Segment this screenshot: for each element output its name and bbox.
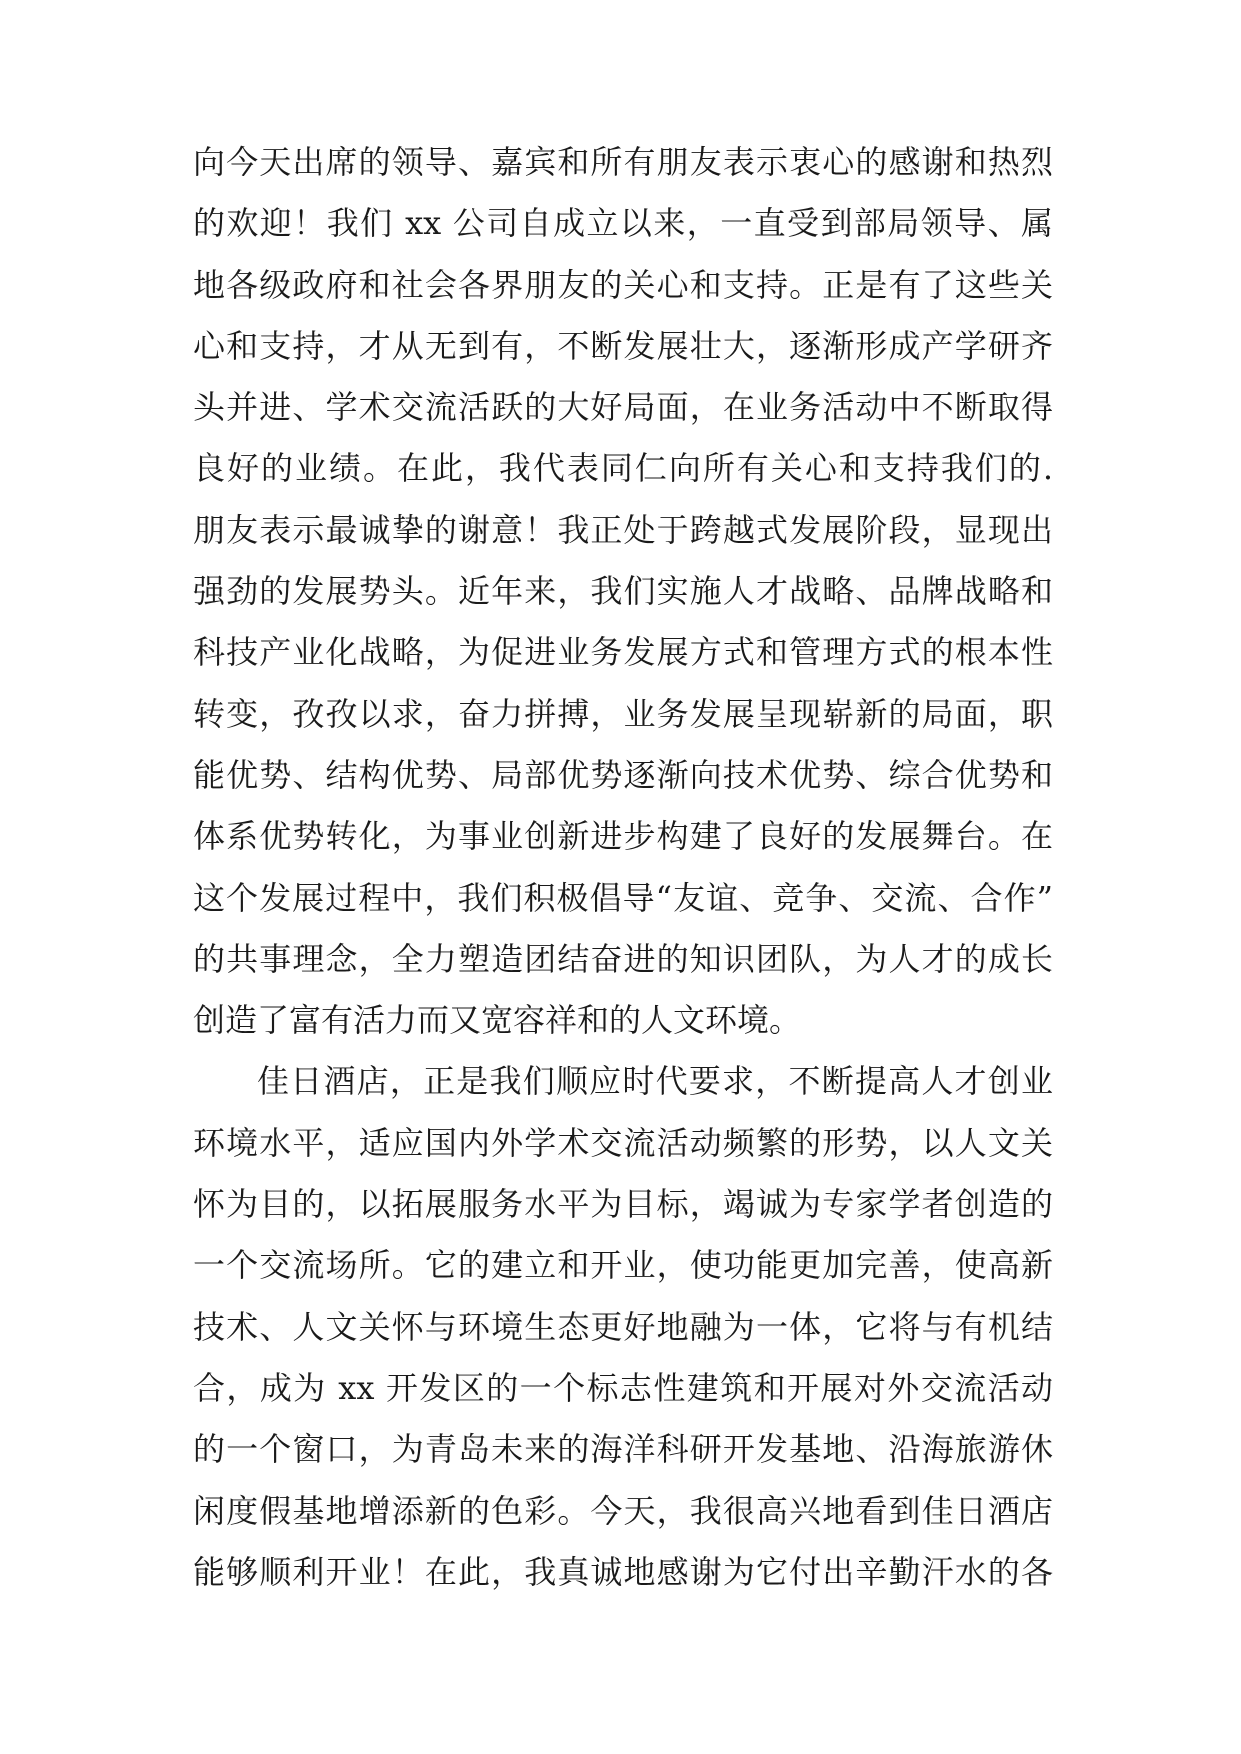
text-line: 能优势、结构优势、局部优势逐渐向技术优势、综合优势和 xyxy=(193,755,1053,794)
text-line: 转变，孜孜以求，奋力拼搏，业务发展呈现崭新的局面，职 xyxy=(193,694,1053,733)
text-line: 环境水平，适应国内外学术交流活动频繁的形势，以人文关 xyxy=(193,1123,1053,1162)
text-line: 强劲的发展势头。近年来，我们实施人才战略、品牌战略和 xyxy=(193,572,1053,611)
text-line: 心和支持，才从无到有，不断发展壮大，逐渐形成产学研齐 xyxy=(193,326,1053,365)
text-line: 的一个窗口，为青岛未来的海洋科研开发基地、沿海旅游休 xyxy=(193,1430,1053,1469)
text-line: 的共事理念，全力塑造团结奋进的知识团队，为人才的成长 xyxy=(193,939,1053,978)
text-line: 怀为目的，以拓展服务水平为目标，竭诚为专家学者创造的 xyxy=(193,1185,1053,1224)
paragraph-last-line: 创造了富有活力而又宽容祥和的人文环境。 xyxy=(193,1001,802,1040)
text-line: 这个发展过程中，我们积极倡导“友谊、竞争、交流、合作” xyxy=(193,878,1053,917)
text-line: 一个交流场所。它的建立和开业，使功能更加完善，使高新 xyxy=(193,1246,1053,1285)
text-line: 能够顺利开业！在此，我真诚地感谢为它付出辛勤汗水的各 xyxy=(193,1552,1053,1591)
text-line: 合，成为 xx 开发区的一个标志性建筑和开展对外交流活动 xyxy=(193,1368,1053,1407)
text-line: 科技产业化战略，为促进业务发展方式和管理方式的根本性 xyxy=(193,633,1053,672)
paragraph-first-line: 佳日酒店，正是我们顺应时代要求，不断提高人才创业 xyxy=(257,1062,1053,1101)
text-line: 体系优势转化，为事业创新进步构建了良好的发展舞台。在 xyxy=(193,817,1053,856)
text-line: 地各级政府和社会各界朋友的关心和支持。正是有了这些关 xyxy=(193,265,1053,304)
text-line: 良好的业绩。在此，我代表同仁向所有关心和支持我们的. xyxy=(193,449,1053,488)
text-line: 技术、人文关怀与环境生态更好地融为一体，它将与有机结 xyxy=(193,1307,1053,1346)
body-text xyxy=(193,132,1053,1603)
text-line: 朋友表示最诚挚的谢意！我正处于跨越式发展阶段，显现出 xyxy=(193,510,1053,549)
text-line: 闲度假基地增添新的色彩。今天，我很高兴地看到佳日酒店 xyxy=(193,1491,1053,1530)
text-line: 头并进、学术交流活跃的大好局面，在业务活动中不断取得 xyxy=(193,388,1053,427)
text-line: 向今天出席的领导、嘉宾和所有朋友表示衷心的感谢和热烈 xyxy=(193,143,1053,181)
text-line: 的欢迎！我们 xx 公司自成立以来，一直受到部局领导、属 xyxy=(193,204,1053,243)
